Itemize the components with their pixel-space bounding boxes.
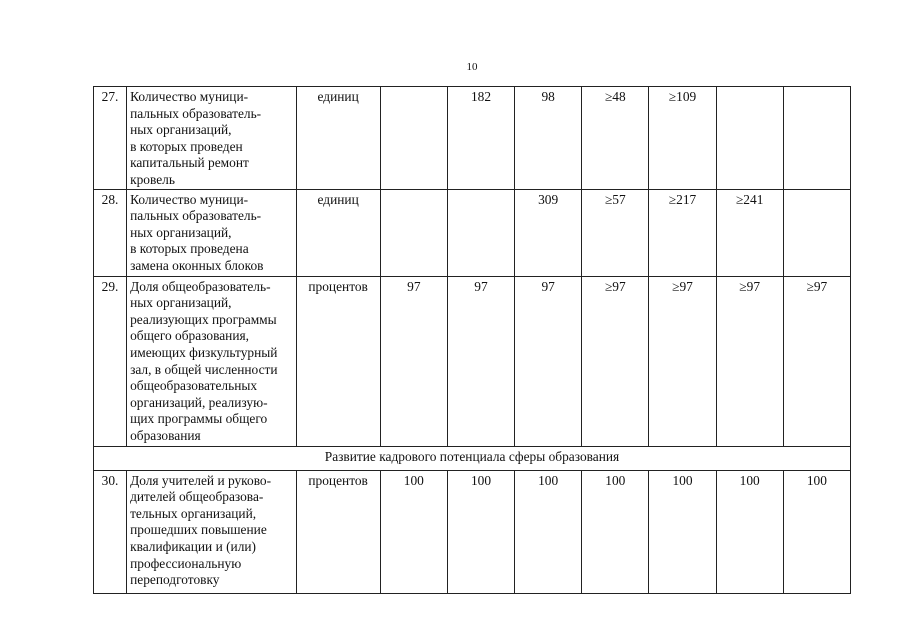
indicator-name-line: пальных образователь- (130, 105, 262, 121)
indicator-name-line: дителей общеобразова- (130, 489, 264, 505)
value-cell: 100 (716, 470, 783, 593)
value-cell: ≥97 (649, 276, 716, 446)
indicator-name-line: в которых проведен (130, 138, 243, 154)
value-cell: 100 (783, 470, 850, 593)
table-row (94, 189, 851, 276)
unit-cell: единиц (296, 189, 380, 276)
value-cell: 97 (380, 276, 447, 446)
value-cell: ≥97 (716, 276, 783, 446)
indicator-name (127, 189, 296, 276)
unit-cell: процентов (296, 470, 380, 593)
value-cell: 97 (447, 276, 514, 446)
value-cell: ≥57 (582, 189, 649, 276)
indicator-name (127, 276, 296, 446)
indicator-name-line: капитальный ремонт (130, 155, 249, 171)
row-number: 27. (94, 87, 127, 190)
value-cell: ≥241 (716, 189, 783, 276)
value-cell: ≥109 (649, 87, 716, 190)
indicator-name-line: замена оконных блоков (130, 257, 264, 273)
indicator-name-line: Доля учителей и руково- (130, 472, 272, 488)
indicator-name-line: тельных организаций, (130, 505, 257, 521)
indicator-name-line: имеющих физкультурный (130, 344, 278, 360)
value-cell: 98 (515, 87, 582, 190)
indicator-name-line: ных организаций, (130, 122, 232, 138)
indicator-name-line: ных организаций, (130, 295, 232, 311)
value-cell: 97 (515, 276, 582, 446)
value-cell (380, 87, 447, 190)
table-row (94, 276, 851, 446)
table-row (94, 470, 851, 593)
unit-cell: процентов (296, 276, 380, 446)
row-number: 30. (94, 470, 127, 593)
indicator-name-line: зал, в общей численности (130, 361, 278, 377)
value-cell: 309 (515, 189, 582, 276)
value-cell: 182 (447, 87, 514, 190)
table-row (94, 87, 851, 190)
page-number: 10 (466, 61, 478, 73)
value-cell (380, 189, 447, 276)
value-cell (447, 189, 514, 276)
value-cell: ≥48 (582, 87, 649, 190)
indicator-name-line: в которых проведена (130, 241, 249, 257)
section-row (94, 446, 851, 470)
indicator-name-line: переподготовку (130, 572, 220, 588)
indicator-name-line: реализующих программы (130, 311, 277, 327)
indicator-name-line: общеобразовательных (130, 378, 258, 394)
value-cell: 100 (649, 470, 716, 593)
row-number: 28. (94, 189, 127, 276)
indicator-name-line: Количество муници- (130, 89, 249, 104)
indicator-name-line: Доля общеобразователь- (130, 278, 271, 294)
value-cell: 100 (582, 470, 649, 593)
value-cell (783, 189, 850, 276)
value-cell: ≥217 (649, 189, 716, 276)
value-cell: 100 (515, 470, 582, 593)
value-cell: 100 (447, 470, 514, 593)
value-cell (783, 87, 850, 190)
row-number: 29. (94, 276, 127, 446)
indicator-name-line: прошедших повышение (130, 522, 267, 538)
indicator-name-line: профессиональную (130, 555, 242, 571)
indicators-table (93, 86, 851, 594)
value-cell: ≥97 (582, 276, 649, 446)
value-cell (716, 87, 783, 190)
indicator-name-line: пальных образователь- (130, 208, 262, 224)
indicator-name (127, 87, 296, 190)
section-title: Развитие кадрового потенциала сферы образования (94, 446, 851, 470)
indicator-name-line: образования (130, 427, 201, 443)
indicator-name-line: квалификации и (или) (130, 538, 257, 554)
indicator-name (127, 470, 296, 593)
indicator-name-line: щих программы общего (130, 411, 268, 427)
indicator-name-line: организаций, реализую- (130, 394, 268, 410)
value-cell: ≥97 (783, 276, 850, 446)
unit-cell: единиц (296, 87, 380, 190)
indicator-name-line: Количество муници- (130, 191, 249, 207)
indicator-name-line: кровель (130, 171, 175, 187)
value-cell: 100 (380, 470, 447, 593)
indicator-name-line: общего образования, (130, 328, 250, 344)
indicator-name-line: ных организаций, (130, 224, 232, 240)
